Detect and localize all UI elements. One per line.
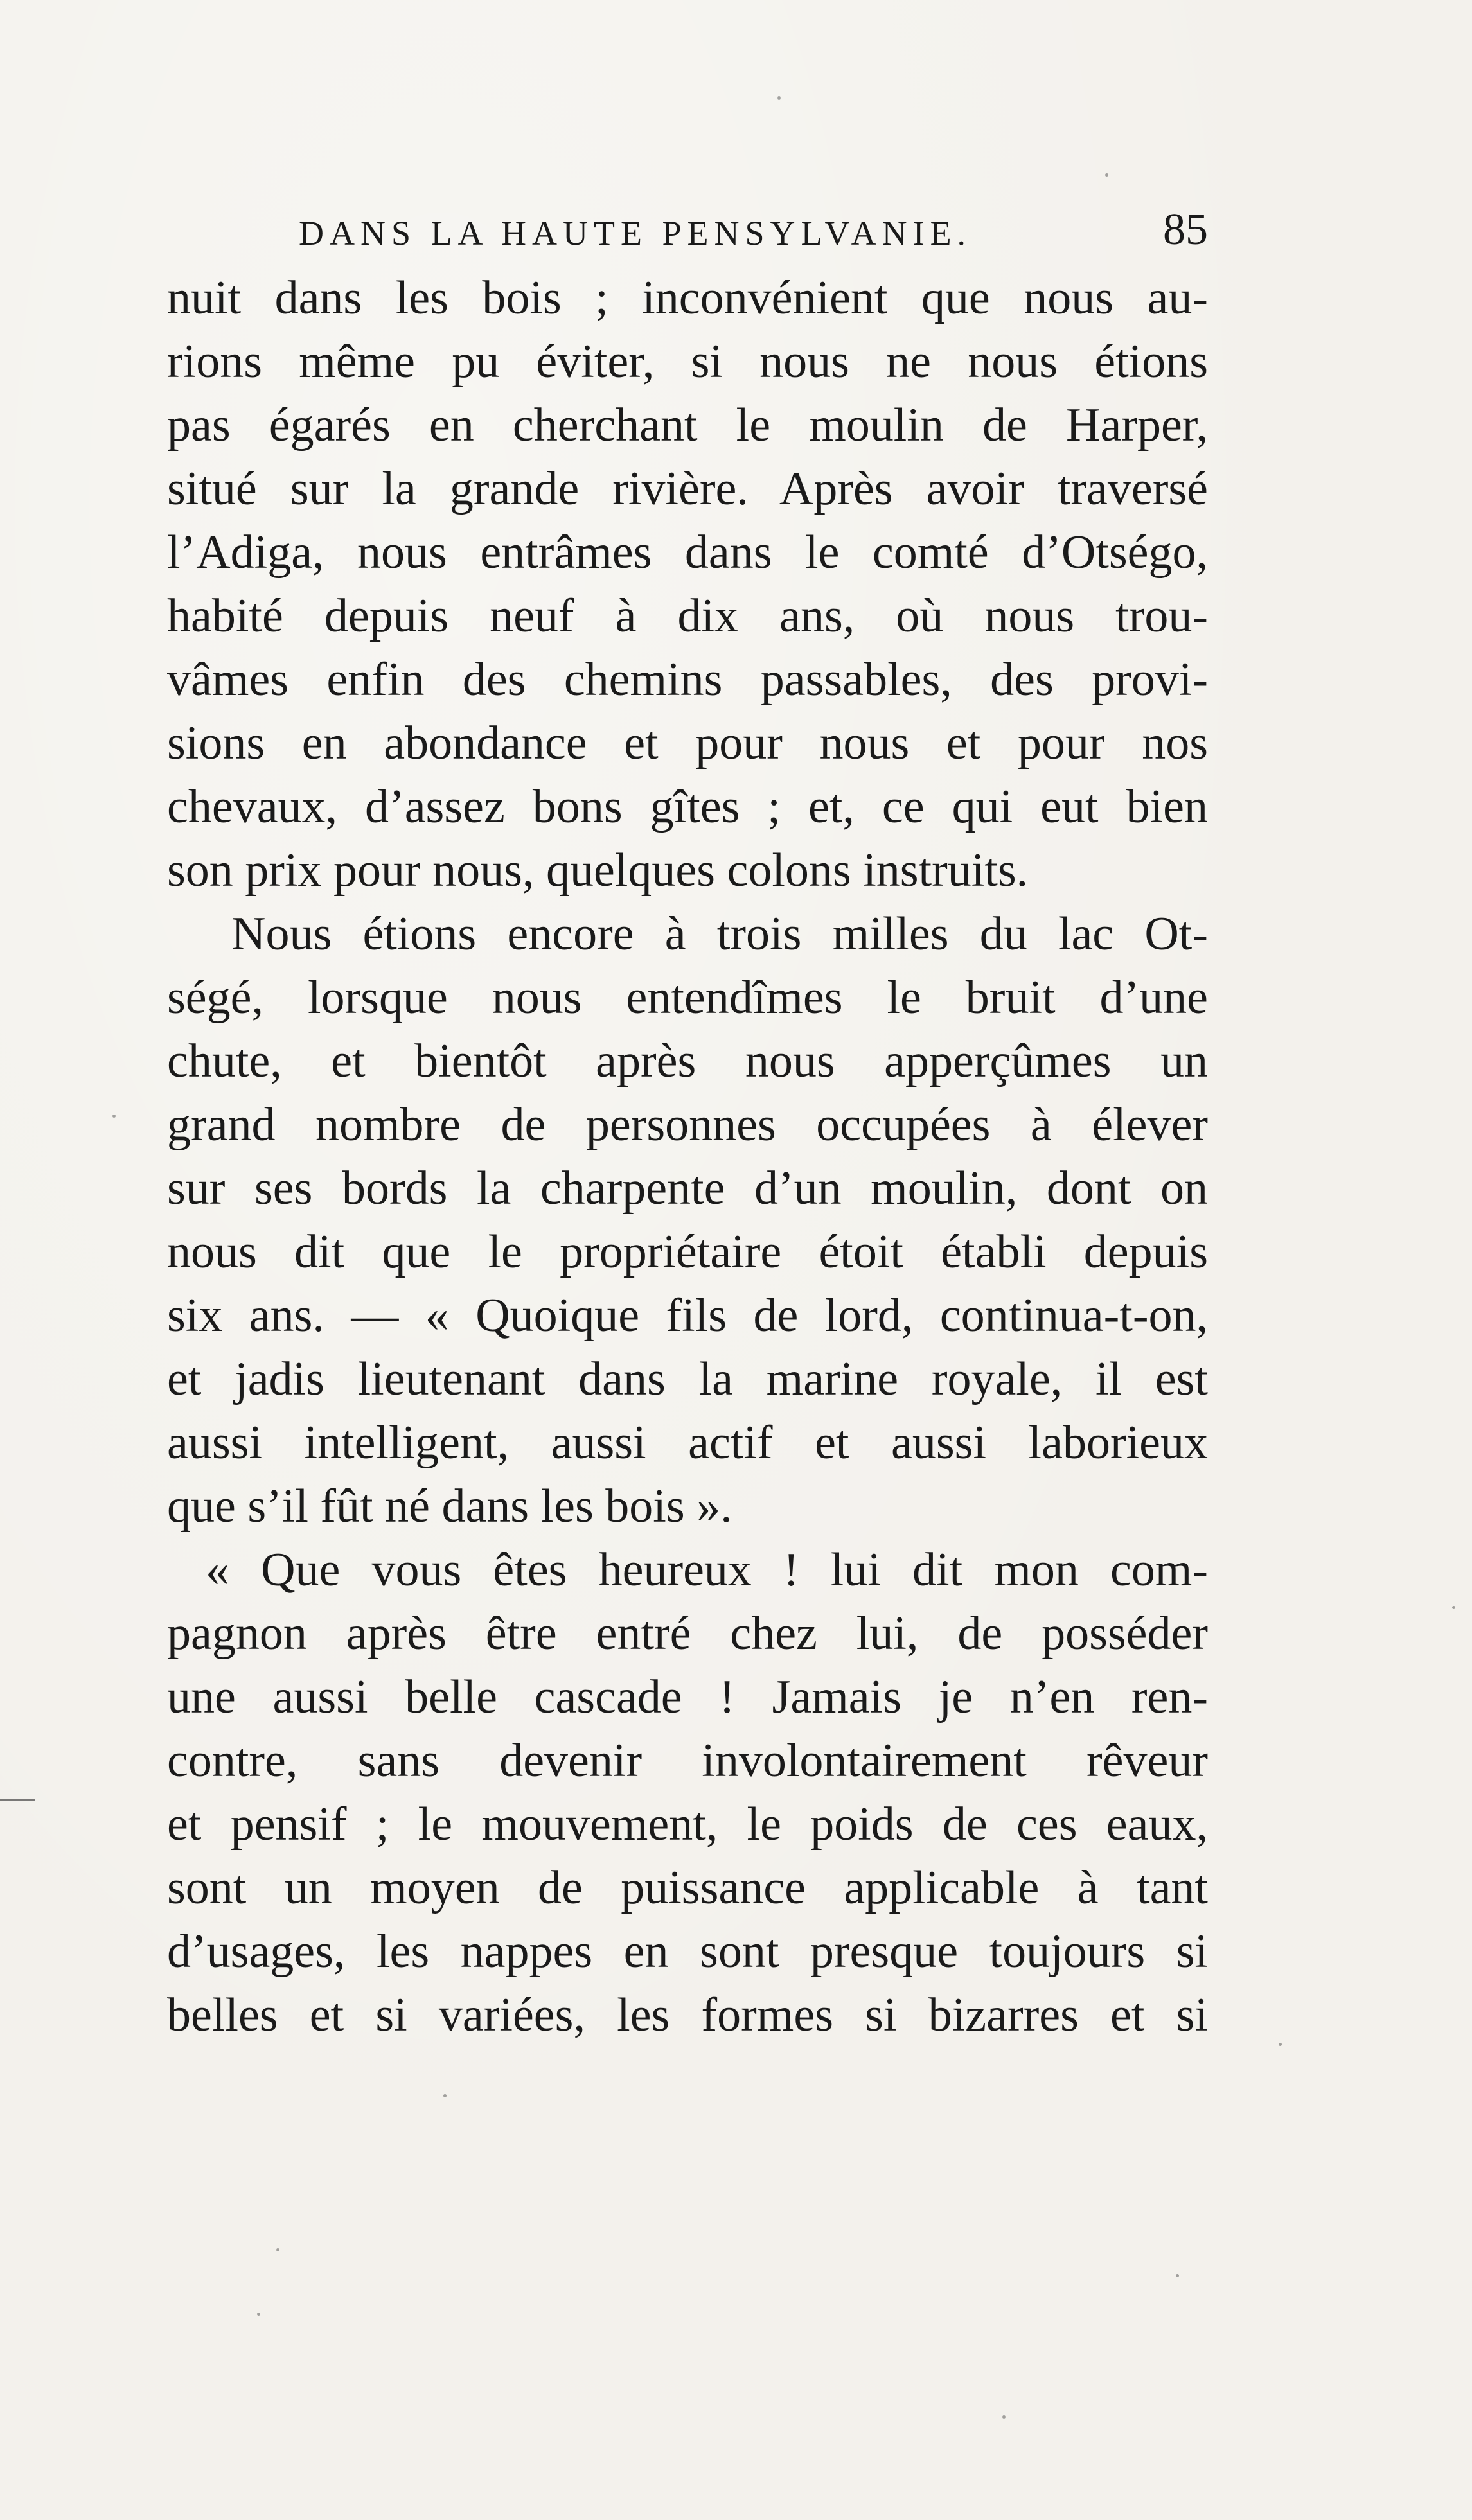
text-line: habité depuis neuf à dix ans, où nous trou- — [167, 590, 1208, 642]
text-line: pas égarés en cherchant le moulin de Harper, — [167, 399, 1208, 452]
text-line: grand nombre de personnes occupées à élever — [167, 1098, 1208, 1151]
text-line: chevaux, d’assez bons gîtes ; et, ce qui eut bien — [167, 780, 1208, 833]
text-line: six ans. — « Quoique fils de lord, continua-t-on, — [167, 1289, 1208, 1342]
paper-speck — [1279, 2043, 1282, 2046]
text-line: sur ses bords la charpente d’un moulin, dont on — [167, 1162, 1208, 1215]
paper-speck — [443, 2094, 447, 2097]
page-header — [193, 204, 1208, 262]
margin-mark — [0, 1799, 35, 1801]
paper-speck — [112, 1115, 116, 1118]
text-line: Nous étions encore à trois milles du lac Ot- — [231, 908, 1208, 960]
paper-speck — [1452, 1606, 1455, 1609]
text-line: situé sur la grande rivière. Après avoir traversé — [167, 463, 1208, 515]
page-number: 85 — [1163, 205, 1208, 254]
text-line: aussi intelligent, aussi actif et aussi laborieux — [167, 1416, 1208, 1469]
text-line: que s’il fût né dans les bois ». — [167, 1480, 732, 1533]
text-line: et jadis lieutenant dans la marine royale, il est — [167, 1353, 1208, 1405]
paper-speck — [1105, 173, 1108, 177]
text-line: chute, et bientôt après nous apperçûmes un — [167, 1035, 1208, 1088]
text-line: une aussi belle cascade ! Jamais je n’en ren- — [167, 1671, 1208, 1723]
text-line: nous dit que le propriétaire étoit établi depuis — [167, 1226, 1208, 1278]
text-line: rions même pu éviter, si nous ne nous étions — [167, 335, 1208, 388]
text-line: pagnon après être entré chez lui, de posséder — [167, 1607, 1208, 1660]
text-line: et pensif ; le mouvement, le poids de ces eaux, — [167, 1798, 1208, 1851]
text-line: contre, sans devenir involontairement rêveur — [167, 1734, 1208, 1787]
text-line: sions en abondance et pour nous et pour nos — [167, 717, 1208, 770]
text-line: ségé, lorsque nous entendîmes le bruit d’une — [167, 971, 1208, 1024]
text-line: nuit dans les bois ; inconvénient que nous au- — [167, 272, 1208, 324]
paper-speck — [777, 96, 781, 100]
running-head: DANS LA HAUTE PENSYLVANIE. — [299, 214, 972, 252]
text-line: son prix pour nous, quelques colons instruits. — [167, 844, 1029, 897]
paper-speck — [257, 2313, 260, 2316]
paper-speck — [1176, 2274, 1179, 2277]
paper-speck — [1002, 2415, 1006, 2419]
text-line: l’Adiga, nous entrâmes dans le comté d’Otségo, — [167, 526, 1208, 579]
text-line: belles et si variées, les formes si bizarres et si — [167, 1989, 1208, 2041]
text-line: sont un moyen de puissance applicable à tant — [167, 1862, 1208, 1914]
text-line: vâmes enfin des chemins passables, des provi- — [167, 653, 1208, 706]
paper-speck — [276, 2248, 279, 2251]
text-line: « Que vous êtes heureux ! lui dit mon com- — [206, 1544, 1208, 1596]
text-line: d’usages, les nappes en sont presque toujours si — [167, 1925, 1208, 1978]
body-text — [167, 267, 1208, 2047]
